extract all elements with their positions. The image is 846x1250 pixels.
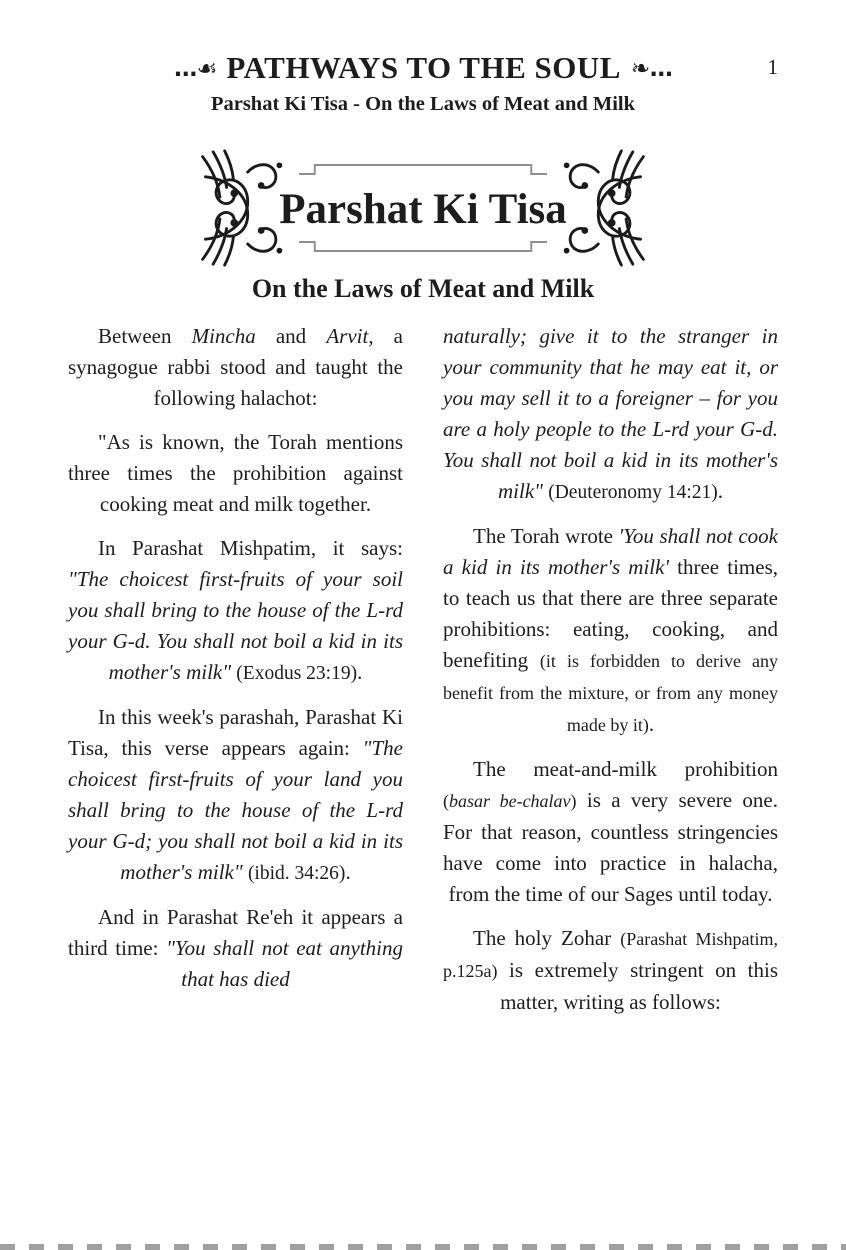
parsha-title: Parshat Ki Tisa	[279, 185, 567, 233]
frame-top-rule	[299, 161, 547, 177]
paragraph: Between Mincha and Arvit, a synagogue rabbi stood and taught the following halachot:	[68, 324, 403, 410]
running-header	[0, 50, 846, 86]
paragraph: In Parashat Mishpatim, it says: "The choicest first-fruits of your soil you shall bring to the house of the L-rd your G-d. You shall not boil a kid in its mother's milk" (Exodus 23:19).	[68, 536, 403, 684]
paragraph: In this week's parashah, Parashat Ki Tisa, this verse appears again: "The choicest first-fruits of your land you shall bring to the house of the L-rd your G-d; you shall not boil a kid in its mother's milk" (ibid. 34:26).	[68, 705, 403, 884]
header-right-flourish-icon: ❧...	[630, 56, 673, 82]
book-page	[0, 50, 846, 1250]
header-left-flourish-icon: ...☙	[173, 56, 217, 82]
column-right	[443, 321, 778, 1031]
section-heading: On the Laws of Meat and Milk	[251, 274, 595, 303]
paragraph: The holy Zohar (Parashat Mishpatim, p.125a) is extremely stringent on this matter, writing as follows:	[443, 926, 778, 1014]
cropped-next-line-strip	[0, 1244, 846, 1250]
page-number: 1	[767, 55, 778, 79]
frame-bottom-rule	[299, 239, 547, 255]
corner-flourish-icon	[197, 171, 285, 267]
paragraph: naturally; give it to the stranger in your community that he may eat it, or you may sell it to a foreigner – for you are a holy people to the L-rd your G-d. You shall not boil a kid in its mother's milk" (Deuteronomy 14:21).	[443, 324, 778, 503]
corner-flourish-icon	[561, 171, 649, 267]
column-left	[68, 321, 403, 1031]
paragraph: The meat-and-milk prohibition (basar be-chalav) is a very severe one. For that reason, countless stringencies have come into practice in halacha, from the time of our Sages until today.	[443, 757, 778, 906]
paragraph: "As is known, the Torah mentions three times the prohibition against cooking meat and milk together.	[68, 430, 403, 516]
paragraph: The Torah wrote 'You shall not cook a kid in its mother's milk' three times, to teach us that there are three separate prohibitions: eating, cooking, and benefiting (it is forbidden to derive any benefit from the mixture, or from any money made by it).	[443, 524, 779, 736]
body-text	[68, 321, 778, 1031]
paragraph: And in Parashat Re'eh it appears a third time: "You shall not eat anything that has died	[68, 905, 404, 991]
chapter-subtitle: Parshat Ki Tisa - On the Laws of Meat and Milk	[210, 93, 636, 115]
book-title	[174, 50, 673, 85]
book-title-text: PATHWAYS TO THE SOUL	[226, 50, 621, 85]
ornamental-title-frame	[205, 158, 641, 258]
